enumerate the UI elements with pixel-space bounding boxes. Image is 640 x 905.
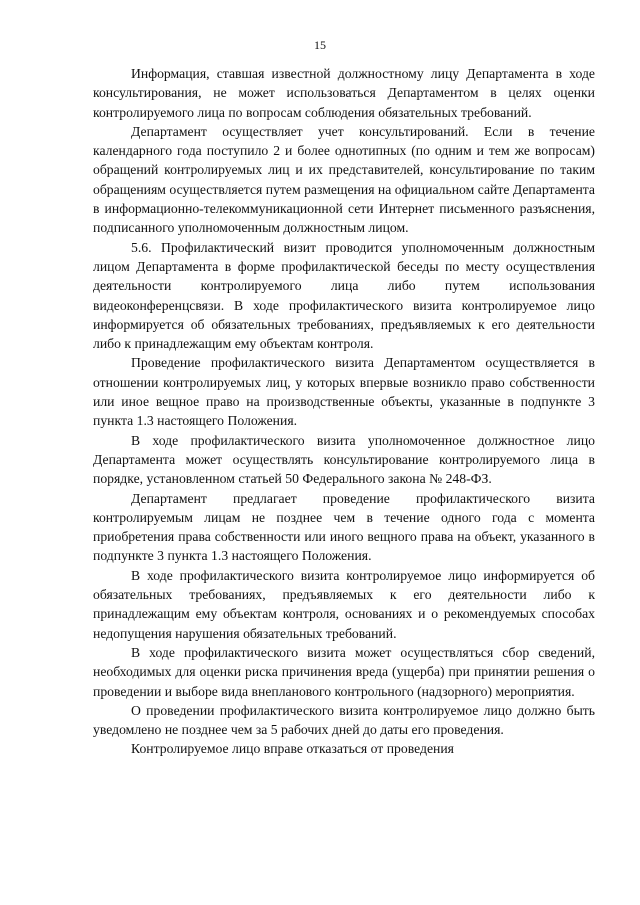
- paragraph-visit-offer: Департамент предлагает проведение профилактического визита контролируемым лицам не позднее чем в течение одного года с момента приобретения права собственности или иного вещного права на объект, указанного в подпункте 3 пункта 1.3 настоящего Положения.: [93, 490, 595, 564]
- paragraph-visit-notification: О проведении профилактического визита контролируемое лицо должно быть уведомлено не позднее чем за 5 рабочих дней до даты его проведения.: [93, 702, 595, 738]
- paragraph-consultation-accounting: Департамент осуществляет учет консультирований. Если в течение календарного года поступило 2 и более однотипных (по одним и тем же вопросам) обращений контролируемых лиц и их представителей, консультирование по таким обращениям осуществляется путем размещения на официальном сайте Департамента в информационно-телекоммуникационной сети Интернет письменного разъяснения, подписанного уполномоченным должностным лицом.: [93, 123, 595, 236]
- page-number: 15: [314, 38, 326, 52]
- paragraph-consultation-info: Информация, ставшая известной должностному лицу Департамента в ходе консультирования, не может использоваться Департаментом в целях оценки контролируемого лица по вопросам соблюдения обязательных требований.: [93, 66, 595, 120]
- paragraph-preventive-visit: 5.6. Профилактический визит проводится уполномоченным должностным лицом Департамента в форме профилактической беседы по месту осуществления деятельности контролируемого лица либо путем использования видеоконференцсвязи. В ходе профилактического визита контролируемое лицо информируется об обязательных требованиях, предъявляемых к его деятельности либо к принадлежащим ему объектам контроля.: [93, 239, 595, 352]
- paragraph-visit-data-collection: В ходе профилактического визита может осуществляться сбор сведений, необходимых для оценки риска причинения вреда (ущерба) при принятии решения о проведении и выборе вида внепланового контрольного (надзорного) мероприятия.: [93, 644, 595, 699]
- document-body: [93, 64, 595, 759]
- paragraph-visit-conduct: Проведение профилактического визита Департаментом осуществляется в отношении контролируемых лиц, у которых впервые возникло право собственности или иное вещное право на производственные объекты, указанные в подпункте 3 пункта 1.3 настоящего Положения.: [93, 355, 595, 429]
- paragraph-visit-consultation: В ходе профилактического визита уполномоченное должностное лицо Департамента может осуществлять консультирование контролируемого лица в порядке, установленном статьей 50 Федерального закона № 248-ФЗ.: [93, 432, 595, 487]
- paragraph-visit-refusal: Контролируемое лицо вправе отказаться от проведения: [131, 741, 454, 757]
- paragraph-visit-informing: В ходе профилактического визита контролируемое лицо информируется об обязательных требованиях, предъявляемых к его деятельности либо к принадлежащим ему объектам контроля, основаниях и о рекомендуемых способах недопущения нарушения обязательных требований.: [93, 567, 595, 641]
